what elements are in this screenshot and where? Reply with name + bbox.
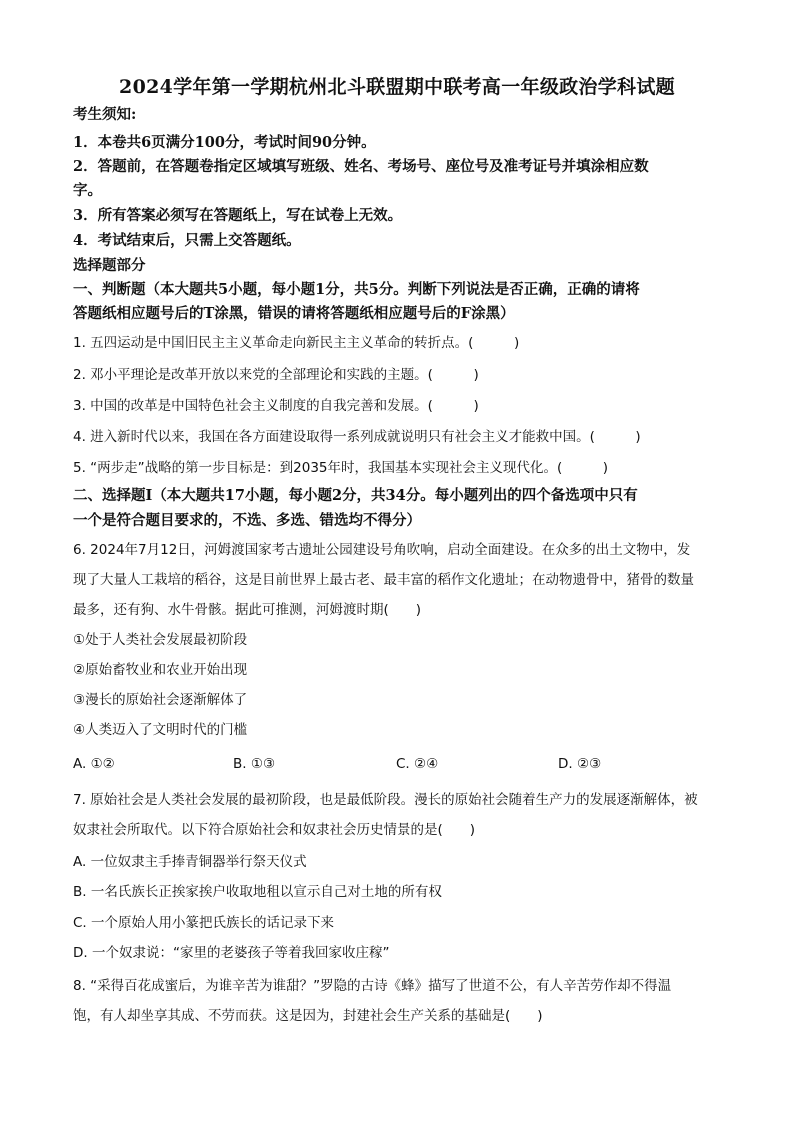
question-7-text: 7. 原始社会是人类社会发展的最初阶段，也是最低阶段。漫长的原始社会随着生产力的发展逐渐解体，被 xyxy=(73,792,698,808)
question-7-text: 奴隶社会所取代。以下符合原始社会和奴隶社会历史情景的是( ) xyxy=(73,822,476,838)
judgment-question: 5. “两步走”战略的第一步目标是：到2035年时，我国基本实现社会主义现代化。( ) xyxy=(73,460,609,476)
notice-item: 2．答题前，在答题卷指定区域填写班级、姓名、考场号、座位号及准考证号并填涂相应数 xyxy=(73,158,649,175)
notice-item: 4．考试结束后，只需上交答题纸。 xyxy=(73,232,301,249)
part1-heading-cont: 答题纸相应题号后的T涂黑，错误的请将答题纸相应题号后的F涂黑） xyxy=(73,305,515,322)
question-6-text: 现了大量人工栽培的稻谷，这是目前世界上最古老、最丰富的稻作文化遗址；在动物遗骨中，猪骨的数量 xyxy=(73,572,694,588)
question-8-text: 饱，有人却坐享其成、不劳而获。这是因为，封建社会生产关系的基础是( ) xyxy=(73,1008,543,1024)
judgment-question: 3. 中国的改革是中国特色社会主义制度的自我完善和发展。( ) xyxy=(73,398,479,414)
question-6-choice-b: B. ①③ xyxy=(233,756,276,772)
judgment-question: 1. 五四运动是中国旧民主主义革命走向新民主主义革命的转折点。( ) xyxy=(73,335,520,351)
notice-item: 1．本卷共6页满分100分，考试时间90分钟。 xyxy=(73,134,376,151)
question-6-statement: ①处于人类社会发展最初阶段 xyxy=(73,632,248,648)
part2-heading: 二、选择题Ⅰ（本大题共17小题，每小题2分，共34分。每小题列出的四个备选项中只有 xyxy=(73,487,638,504)
judgment-question: 4. 进入新时代以来，我国在各方面建设取得一系列成就说明只有社会主义才能救中国。( ) xyxy=(73,429,641,445)
question-6-statement: ③漫长的原始社会逐渐解体了 xyxy=(73,692,248,708)
question-6-statement: ④人类迈入了文明时代的门槛 xyxy=(73,722,248,738)
question-6-choice-a: A. ①② xyxy=(73,756,115,772)
question-7-option-a: A. 一位奴隶主手捧青铜器举行祭天仪式 xyxy=(73,854,307,870)
part2-heading-cont: 一个是符合题目要求的，不选、多选、错选均不得分） xyxy=(73,512,421,529)
judgment-question: 2. 邓小平理论是改革开放以来党的全部理论和实践的主题。( ) xyxy=(73,367,479,383)
question-6-choice-c: C. ②④ xyxy=(396,756,439,772)
question-6-text: 6. 2024年7月12日，河姆渡国家考古遗址公园建设号角吹响，启动全面建设。在众多的出土文物中，发 xyxy=(73,542,691,558)
question-7-option-d: D. 一个奴隶说：“家里的老婆孩子等着我回家收庄稼” xyxy=(73,945,390,961)
part1-heading: 一、判断题（本大题共5小题，每小题1分，共5分。判断下列说法是否正确，正确的请将 xyxy=(73,281,640,298)
notice-item: 3．所有答案必须写在答题纸上，写在试卷上无效。 xyxy=(73,207,403,224)
notice-item: 字。 xyxy=(73,182,102,199)
exam-title: 2024学年第一学期杭州北斗联盟期中联考高一年级政治学科试题 xyxy=(119,76,675,98)
question-6-choice-d: D. ②③ xyxy=(558,756,602,772)
question-7-option-c: C. 一个原始人用小篆把氏族长的话记录下来 xyxy=(73,915,335,931)
section-label: 选择题部分 xyxy=(73,257,146,274)
question-8-text: 8. “采得百花成蜜后，为谁辛苦为谁甜？”罗隐的古诗《蜂》描写了世道不公，有人辛苦劳作却不得温 xyxy=(73,978,672,994)
question-6-text: 最多，还有狗、水牛骨骸。据此可推测，河姆渡时期( ) xyxy=(73,602,422,618)
question-7-option-b: B. 一名氏族长正挨家挨户收取地租以宣示自己对土地的所有权 xyxy=(73,884,442,900)
question-6-statement: ②原始畜牧业和农业开始出现 xyxy=(73,662,248,678)
notice-heading: 考生须知: xyxy=(73,106,137,123)
